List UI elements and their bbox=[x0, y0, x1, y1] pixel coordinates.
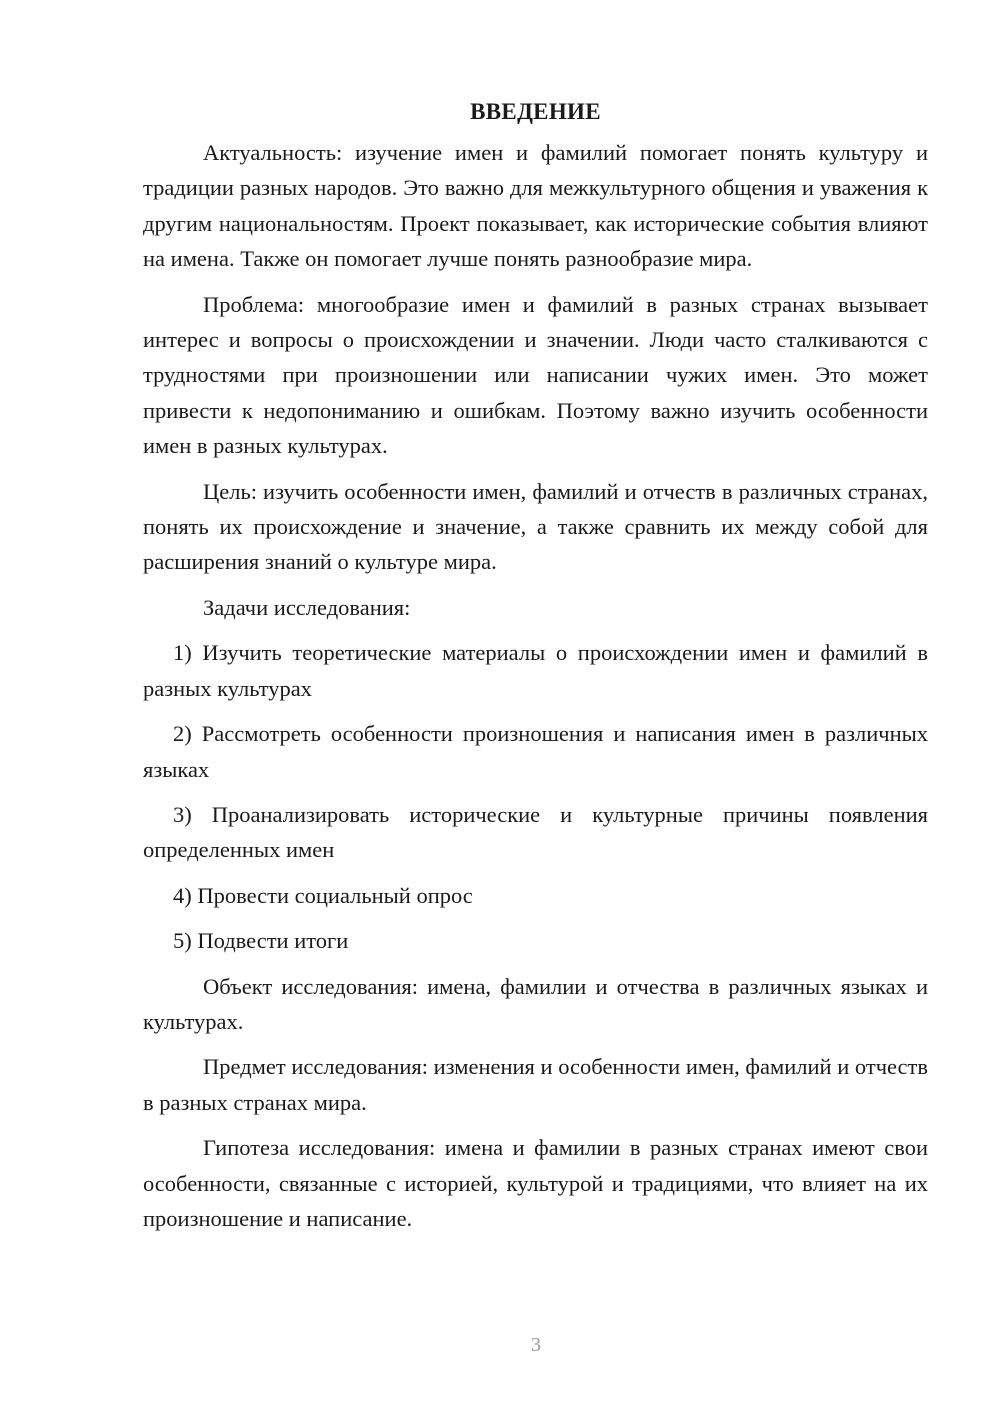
relevance-paragraph: Актуальность: изучение имен и фамилий помогает понять культуру и традиции разных народов. Это важно для межкультурного общения и уважения к другим национальностям. Проект показывает, как исторические события влияют на имена. Также он помогает лучше понять разнообразие мира. bbox=[143, 140, 928, 272]
problem-paragraph: Проблема: многообразие имен и фамилий в разных странах вызывает интерес и вопросы о происхождении и значении. Люди часто сталкиваются с трудностями при произношении или написании чужих имен. Это может привести к недопониманию и ошибкам. Поэтому важно изучить особенности имен в разных культурах. bbox=[143, 291, 928, 459]
section-heading: ВВЕДЕНИЕ bbox=[470, 99, 601, 124]
task-item: 2) Рассмотреть особенности произношения и написания имен в различных языках bbox=[143, 721, 928, 782]
object-paragraph: Объект исследования: имена, фамилии и отчества в различных языках и культурах. bbox=[143, 973, 928, 1034]
subject-paragraph: Предмет исследования: изменения и особенности имен, фамилий и отчеств в разных странах мира. bbox=[143, 1054, 928, 1115]
tasks-title: Задачи исследования: bbox=[203, 594, 411, 620]
task-item: 5) Подвести итоги bbox=[173, 928, 349, 954]
task-item: 4) Провести социальный опрос bbox=[173, 882, 473, 908]
goal-paragraph: Цель: изучить особенности имен, фамилий и отчеств в различных странах, понять их происхождение и значение, а также сравнить их между собой для расширения знаний о культуре мира. bbox=[143, 478, 928, 575]
task-item: 3) Проанализировать исторические и культурные причины появления определенных имен bbox=[143, 801, 928, 863]
page-content bbox=[143, 95, 928, 1246]
task-item: 1) Изучить теоретические материалы о происхождении имен и фамилий в разных культурах bbox=[143, 640, 928, 701]
hypothesis-paragraph: Гипотеза исследования: имена и фамилии в разных странах имеют свои особенности, связанные с историей, культурой и традициями, что влияет на их произношение и написание. bbox=[143, 1135, 928, 1231]
page-number: 3 bbox=[531, 1334, 541, 1356]
